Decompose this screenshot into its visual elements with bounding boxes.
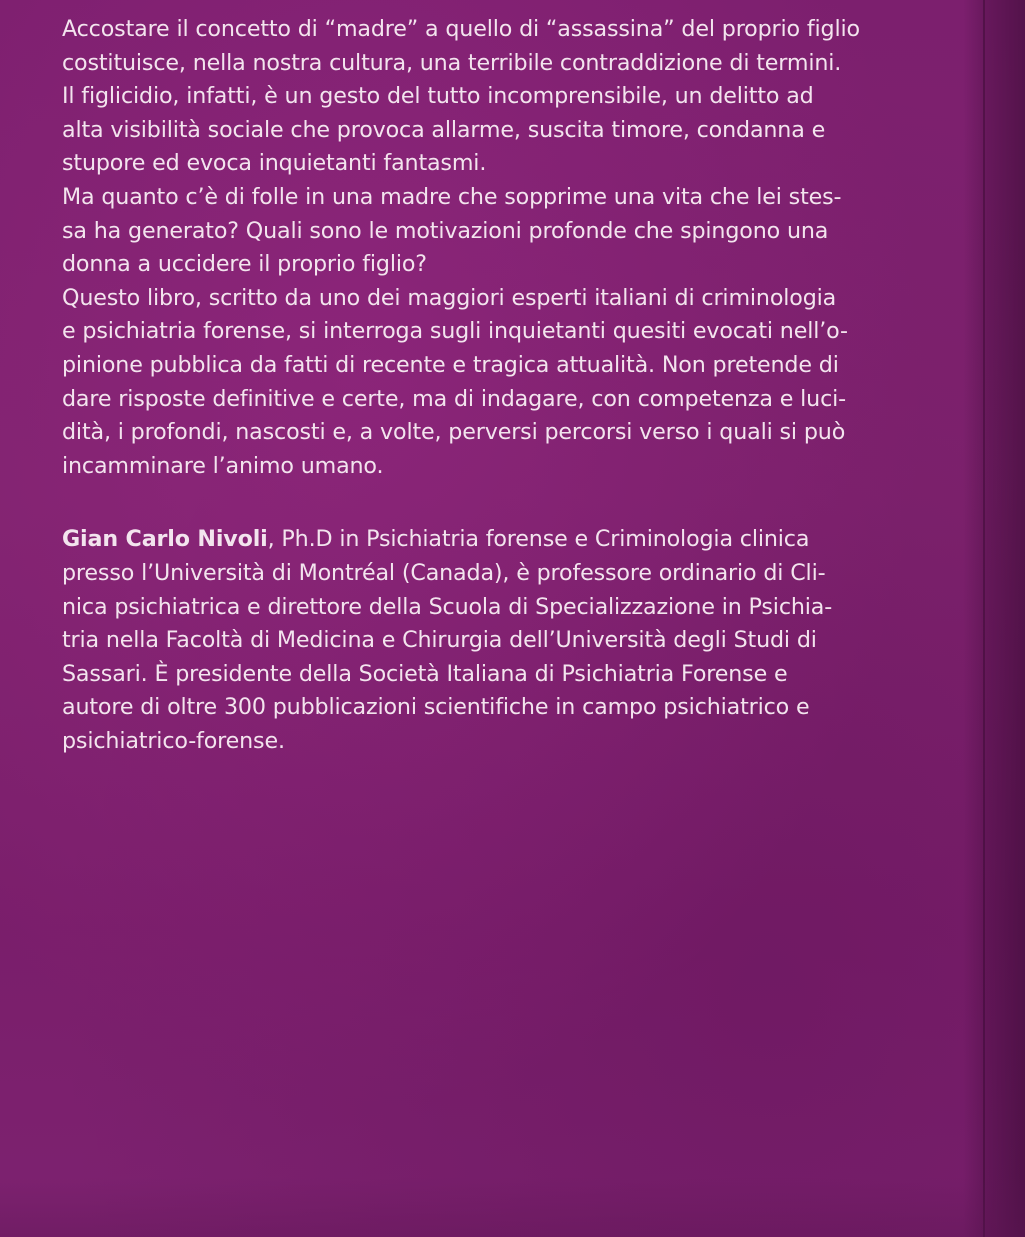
synopsis-line: Questo libro, scritto da uno dei maggiori esperti italiani di criminologia <box>62 284 837 311</box>
synopsis-line: Ma quanto c’è di folle in una madre che sopprime una vita che lei stes- <box>62 183 842 210</box>
synopsis-line: stupore ed evoca inquietanti fantasmi. <box>62 150 487 177</box>
author-bio-line: psichiatrico-forense. <box>62 727 285 754</box>
synopsis-line: dità, i profondi, nascosti e, a volte, perversi percorsi verso i quali si può <box>62 419 846 446</box>
synopsis-line: Il figlicidio, infatti, è un gesto del tutto incomprensibile, un delitto ad <box>62 83 814 110</box>
synopsis-line: incamminare l’animo umano. <box>62 452 384 479</box>
author-bio-line: presso l’Università di Montréal (Canada), è professore ordinario di Cli- <box>62 559 826 586</box>
paragraph-gap <box>62 483 902 523</box>
synopsis-line: alta visibilità sociale che provoca allarme, suscita timore, condanna e <box>62 116 826 143</box>
cover-spine-shadow <box>963 0 1025 1237</box>
cover-bottom-shading <box>0 1177 1025 1237</box>
author-bio-first-line <box>62 523 902 557</box>
back-cover-text <box>62 13 902 758</box>
synopsis-line: costituisce, nella nostra cultura, una terribile contraddizione di termini. <box>62 49 842 76</box>
synopsis <box>62 13 902 483</box>
synopsis-line: e psichiatria forense, si interroga sugli inquietanti quesiti evocati nell’o- <box>62 318 848 345</box>
synopsis-line: sa ha generato? Quali sono le motivazioni profonde che spingono una <box>62 217 829 244</box>
cover-spine-crease <box>983 0 985 1237</box>
synopsis-line: donna a uccidere il proprio figlio? <box>62 251 427 278</box>
author-bio-line: nica psichiatrica e direttore della Scuola di Specializzazione in Psichia- <box>62 593 833 620</box>
author-name: Gian Carlo Nivoli <box>62 526 268 553</box>
synopsis-line: dare risposte definitive e certe, ma di indagare, con competenza e luci- <box>62 385 847 412</box>
author-bio-line: autore di oltre 300 pubblicazioni scientifiche in campo psichiatrico e <box>62 694 810 721</box>
synopsis-line: pinione pubblica da fatti di recente e tragica attualità. Non pretende di <box>62 351 839 378</box>
author-bio-line: , Ph.D in Psichiatria forense e Criminologia clinica <box>267 526 810 553</box>
author-bio-line: tria nella Facoltà di Medicina e Chirurgia dell’Università degli Studi di <box>62 627 817 654</box>
author-bio-line: Sassari. È presidente della Società Italiana di Psichiatria Forense e <box>62 660 788 687</box>
synopsis-line: Accostare il concetto di “madre” a quello di “assassina” del proprio figlio <box>62 16 860 42</box>
author-bio <box>62 523 902 758</box>
